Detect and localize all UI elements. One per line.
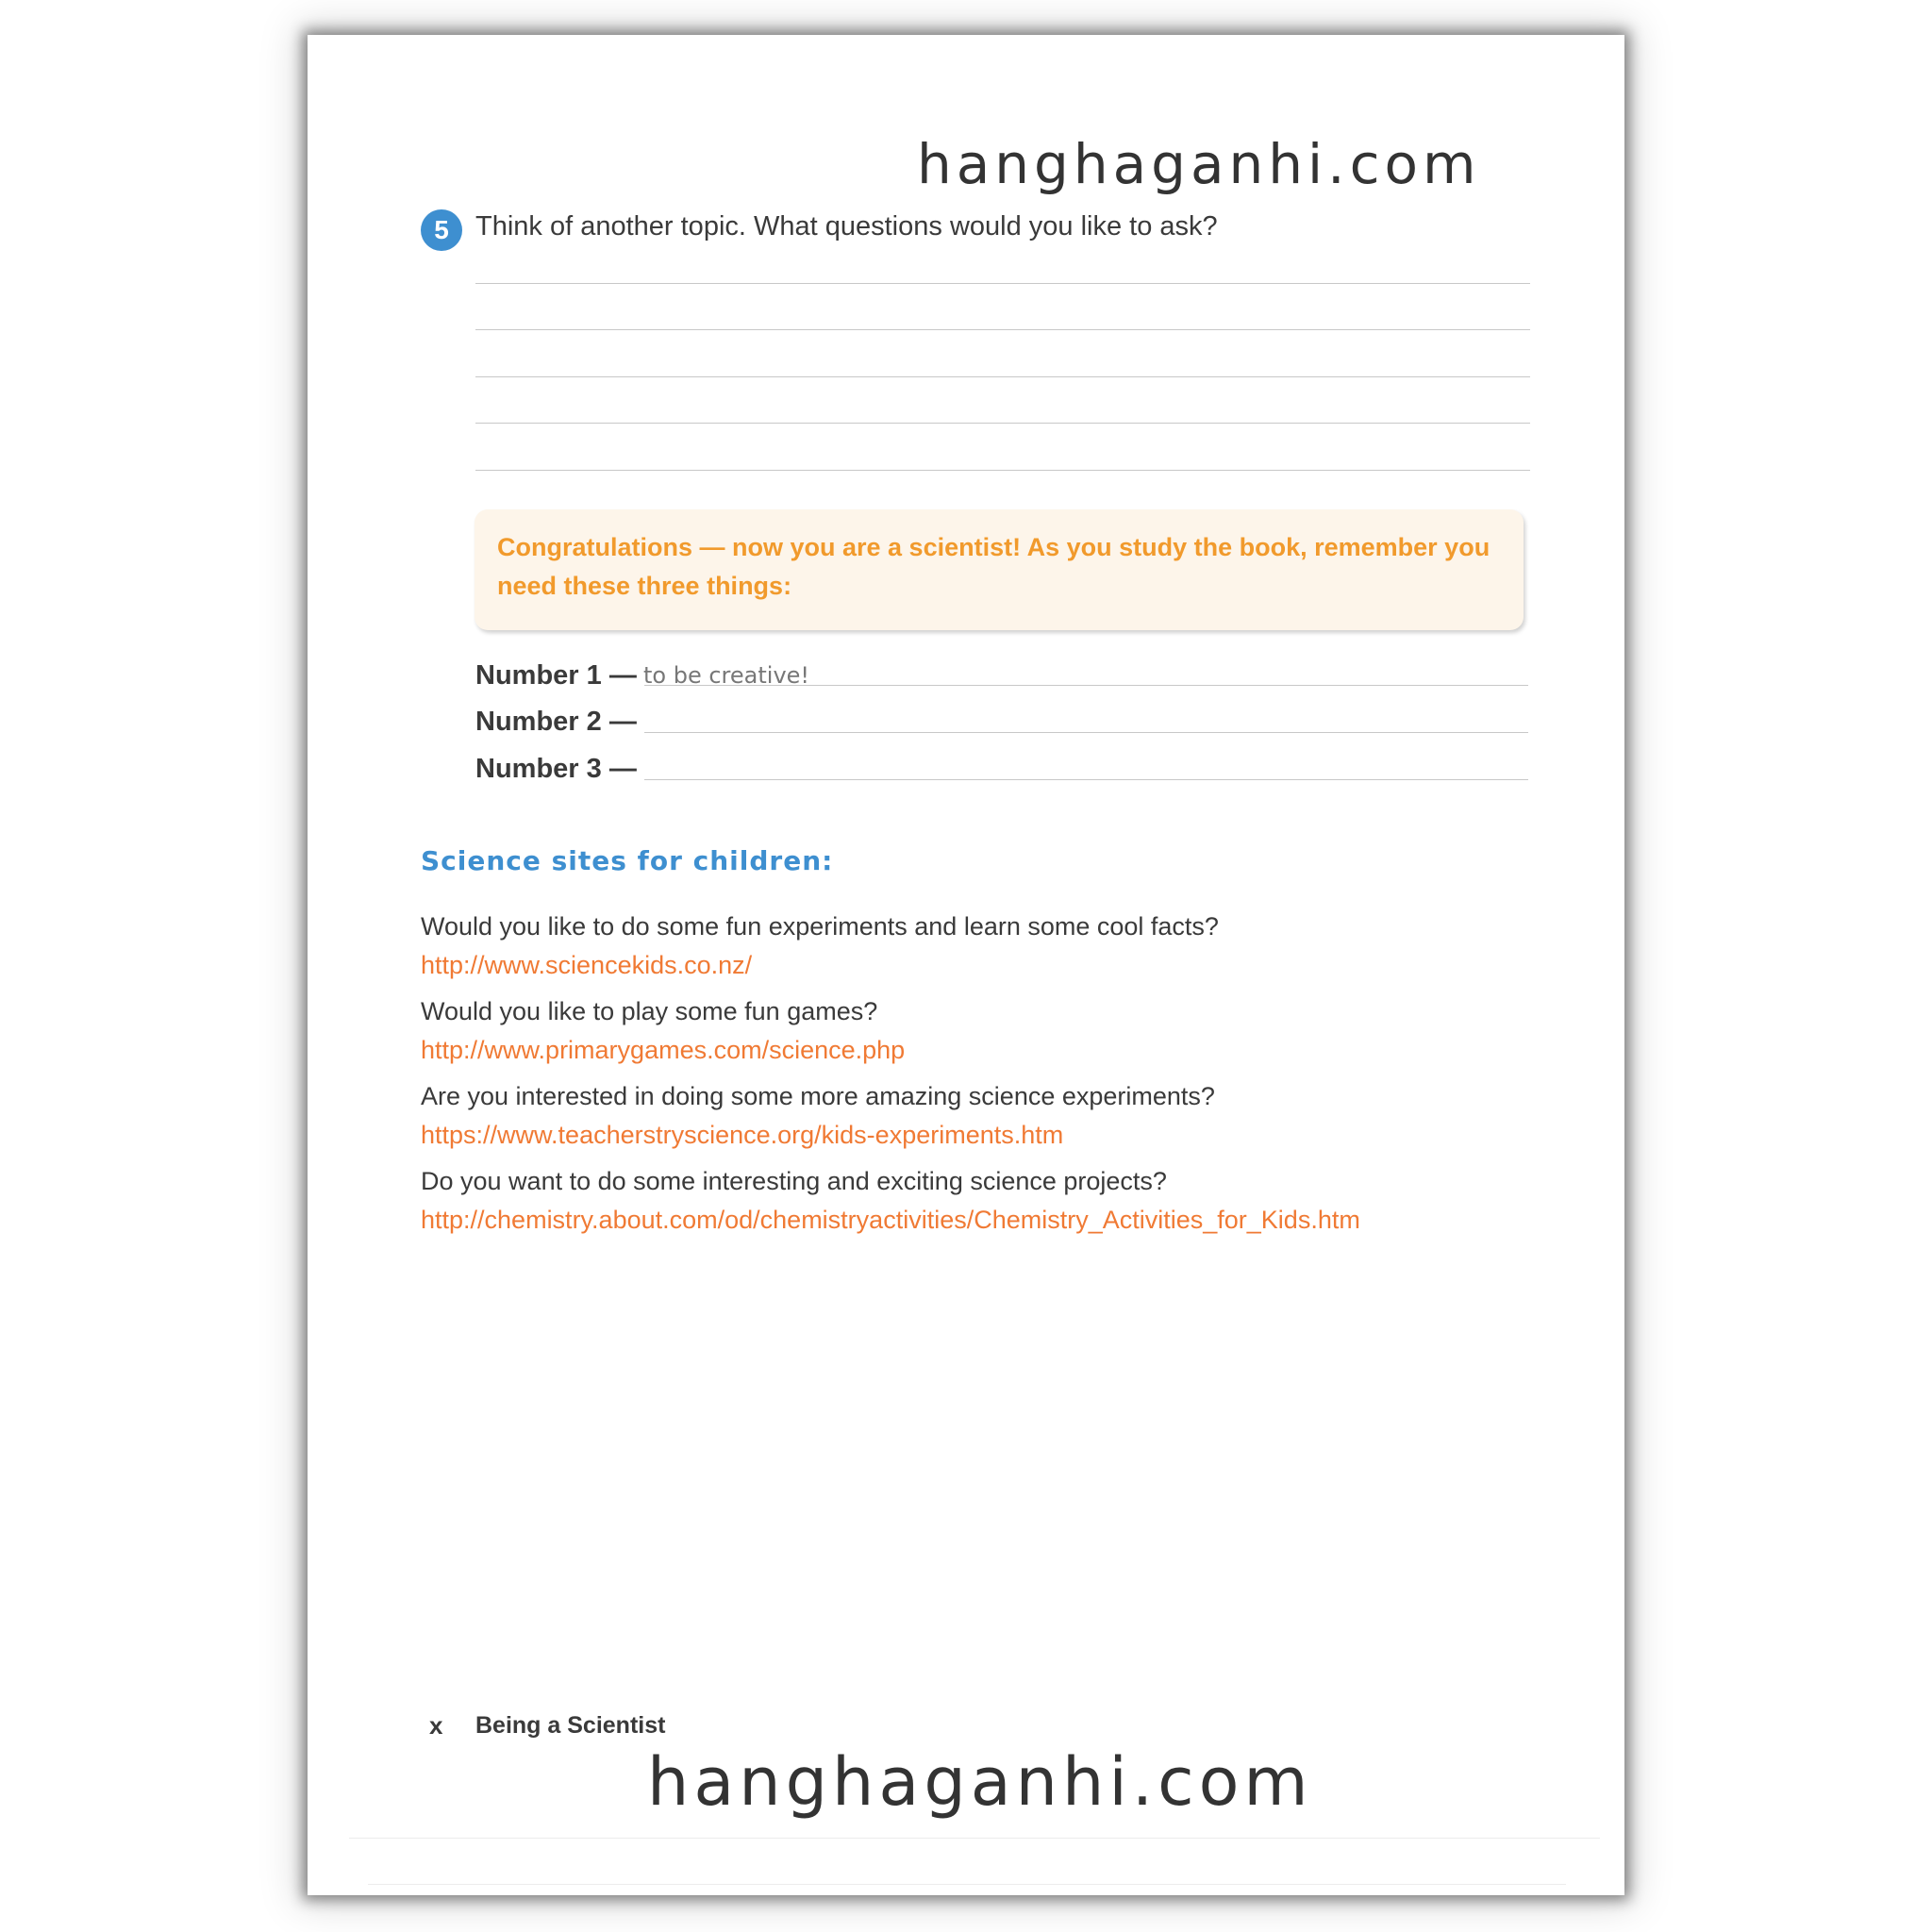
footer-title: Being a Scientist	[475, 1712, 666, 1739]
number-1-line[interactable]	[644, 685, 1528, 686]
question-text: Think of another topic. What questions would you like to ask?	[475, 211, 1218, 242]
number-2-label: Number 2 —	[475, 707, 637, 737]
scan-artifact-line	[349, 1838, 1600, 1839]
congrats-text: Congratulations — now you are a scientist! As you study the book, remember you need these three things:	[497, 533, 1491, 600]
number-1-label: Number 1 —	[475, 660, 637, 691]
answer-line[interactable]	[475, 376, 1530, 377]
site-link[interactable]: http://www.sciencekids.co.nz/	[421, 951, 753, 979]
scan-artifact-line	[368, 1884, 1566, 1885]
answer-line[interactable]	[475, 329, 1530, 330]
number-3-line[interactable]	[644, 779, 1528, 780]
number-1-answer: to be creative!	[643, 662, 810, 689]
site-question: Would you like to play some fun games?	[421, 997, 878, 1025]
number-2-line[interactable]	[644, 732, 1528, 733]
watermark-top: hanghaganhi.com	[917, 132, 1481, 196]
answer-line[interactable]	[475, 423, 1530, 424]
site-question: Are you interested in doing some more amazing science experiments?	[421, 1082, 1215, 1110]
answer-line[interactable]	[475, 470, 1530, 471]
page-number: x	[429, 1711, 443, 1740]
watermark-bottom: hanghaganhi.com	[647, 1743, 1313, 1821]
site-link[interactable]: https://www.teacherstryscience.org/kids-experiments.htm	[421, 1121, 1064, 1149]
site-question: Do you want to do some interesting and exciting science projects?	[421, 1167, 1167, 1195]
sites-title: Science sites for children:	[421, 845, 834, 876]
site-link[interactable]: http://www.primarygames.com/science.php	[421, 1036, 906, 1064]
site-question: Would you like to do some fun experiments and learn some cool facts?	[421, 912, 1219, 941]
number-3-label: Number 3 —	[475, 754, 637, 784]
answer-line[interactable]	[475, 283, 1530, 284]
question-number-badge: 5	[421, 209, 462, 251]
site-link[interactable]: http://chemistry.about.com/od/chemistryactivities/Chemistry_Activities_for_Kids.htm	[421, 1206, 1360, 1234]
